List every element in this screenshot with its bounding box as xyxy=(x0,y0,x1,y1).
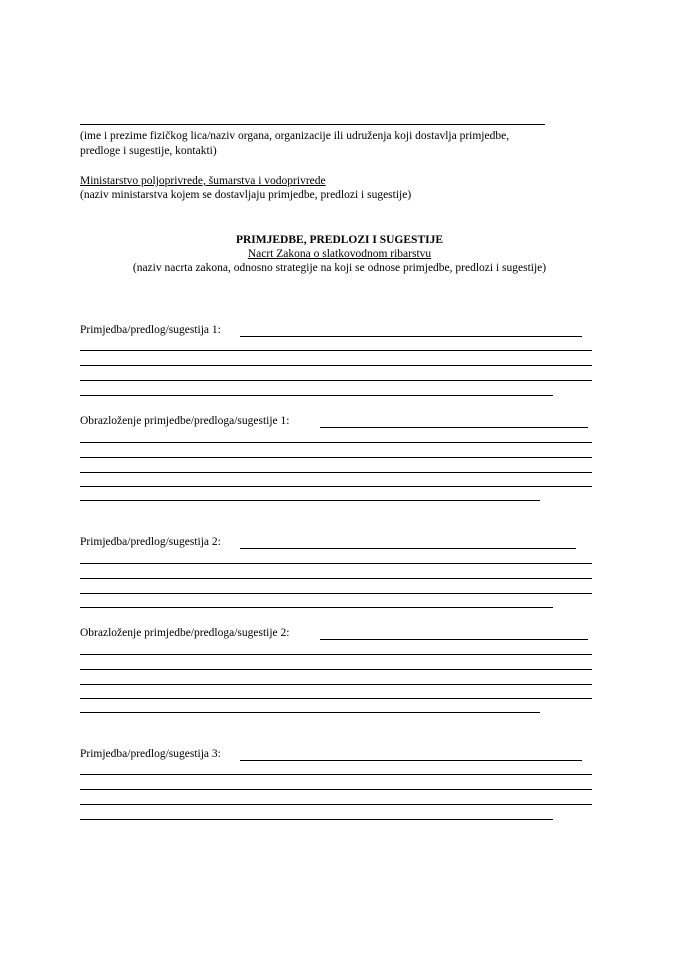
remark-input-line[interactable] xyxy=(80,819,553,820)
ministry-hint: (naziv ministarstva kojem se dostavljaju primjedbe, predlozi i sugestije) xyxy=(80,189,412,201)
submitter-input-line[interactable] xyxy=(80,124,545,125)
remark-input-line[interactable] xyxy=(240,548,576,549)
ministry-name: Ministarstvo poljoprivrede, šumarstva i vodoprivrede xyxy=(80,175,326,187)
remark-input-line[interactable] xyxy=(80,350,592,351)
reason-input-line[interactable] xyxy=(80,669,592,670)
reason-input-line[interactable] xyxy=(320,427,588,428)
remark-input-line[interactable] xyxy=(80,563,592,564)
reason-label-1: Obrazloženje primjedbe/predloga/sugestije 1: xyxy=(80,415,290,427)
reason-input-line[interactable] xyxy=(80,712,540,713)
reason-input-line[interactable] xyxy=(80,472,592,473)
remark-input-line[interactable] xyxy=(80,578,592,579)
remark-input-line[interactable] xyxy=(80,380,592,381)
reason-input-line[interactable] xyxy=(80,698,592,699)
remark-input-line[interactable] xyxy=(80,804,592,805)
law-hint: (naziv nacrta zakona, odnosno strategije na koji se odnose primjedbe, predlozi i sugestije) xyxy=(132,262,547,274)
remark-input-line[interactable] xyxy=(80,789,592,790)
remark-input-line[interactable] xyxy=(240,336,582,337)
reason-input-line[interactable] xyxy=(80,684,592,685)
remark-label-3: Primjedba/predlog/sugestija 3: xyxy=(80,748,221,760)
submitter-hint-line2: predloge i sugestije, kontakti) xyxy=(80,145,217,157)
reason-input-line[interactable] xyxy=(80,486,592,487)
remark-input-line[interactable] xyxy=(80,607,553,608)
submitter-hint-line1: (ime i prezime fizičkog lica/naziv organa, organizacije ili udruženja koji dostavlja primjedbe, xyxy=(80,130,510,142)
reason-input-line[interactable] xyxy=(320,639,588,640)
reason-label-2: Obrazloženje primjedbe/predloga/sugestije 2: xyxy=(80,627,290,639)
remark-input-line[interactable] xyxy=(240,760,582,761)
remark-input-line[interactable] xyxy=(80,774,592,775)
reason-input-line[interactable] xyxy=(80,442,592,443)
remark-label-1: Primjedba/predlog/sugestija 1: xyxy=(80,324,221,336)
form-title: PRIMJEDBE, PREDLOZI I SUGESTIJE xyxy=(235,234,444,246)
reason-input-line[interactable] xyxy=(80,500,540,501)
remark-input-line[interactable] xyxy=(80,395,553,396)
remark-input-line[interactable] xyxy=(80,365,592,366)
law-name: Nacrt Zakona o slatkovodnom ribarstvu xyxy=(247,248,432,260)
remark-label-2: Primjedba/predlog/sugestija 2: xyxy=(80,536,221,548)
remark-input-line[interactable] xyxy=(80,593,592,594)
reason-input-line[interactable] xyxy=(80,457,592,458)
reason-input-line[interactable] xyxy=(80,654,592,655)
